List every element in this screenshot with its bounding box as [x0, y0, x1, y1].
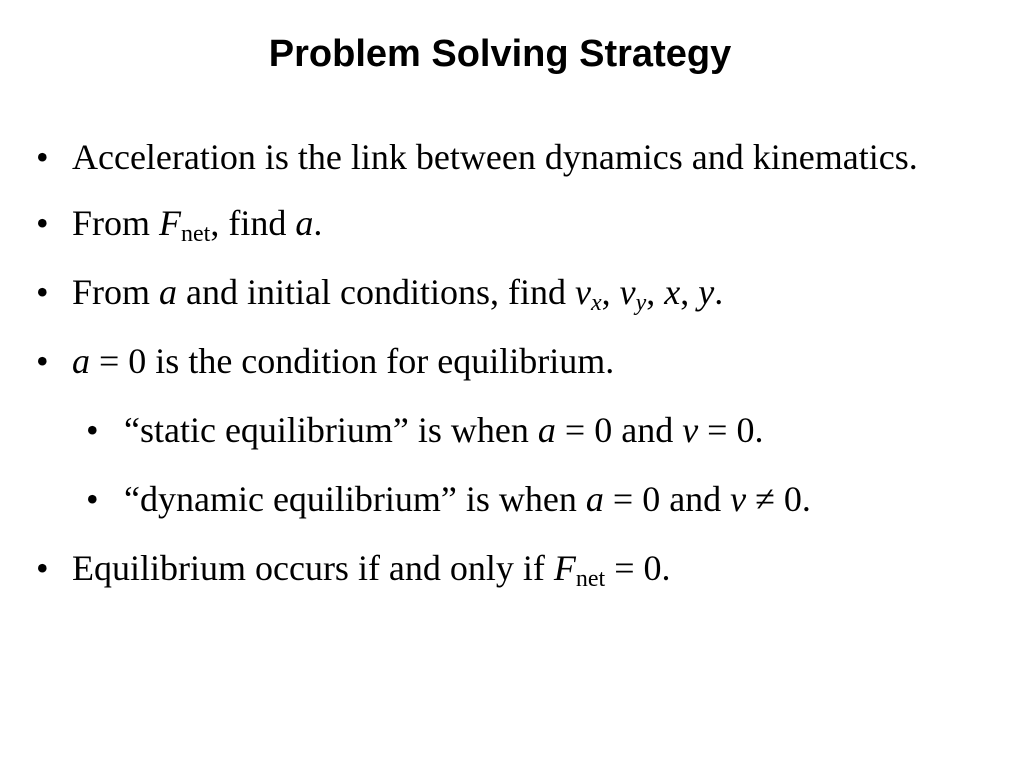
bullet-text: From: [72, 272, 160, 312]
separator: ,: [680, 272, 699, 312]
bullet-text: Equilibrium occurs if and only if: [72, 548, 554, 588]
bullet-marker: •: [36, 137, 49, 177]
variable-y: y: [698, 272, 715, 312]
variable-a: a: [72, 341, 90, 381]
bullet-text: Acceleration is the link between dynamics and kinematics.: [72, 137, 918, 177]
bullet-marker: •: [36, 272, 49, 312]
variable-v: v: [682, 410, 699, 450]
separator: ,: [646, 272, 665, 312]
bullet-text: “dynamic equilibrium” is when: [124, 479, 586, 519]
bullet-text: “static equilibrium” is when: [124, 410, 538, 450]
bullet-text: = 0 and: [603, 479, 731, 519]
bullet-equilibrium-iff: [36, 541, 996, 595]
sub-bullet-static-equilibrium: [86, 403, 996, 457]
variable-F: F: [553, 548, 576, 588]
subscript-net: net: [181, 221, 211, 247]
variable-v: v: [619, 272, 636, 312]
variable-a: a: [295, 203, 314, 243]
sub-bullet-dynamic-equilibrium: [86, 472, 996, 526]
bullet-acceleration-link: [36, 130, 996, 184]
bullet-text: = 0.: [605, 548, 671, 588]
bullet-text: = 0 is the condition for equilibrium.: [90, 341, 615, 381]
bullet-marker: •: [36, 203, 49, 243]
bullet-text: = 0.: [698, 410, 764, 450]
subscript-y: y: [635, 290, 647, 316]
bullet-text: = 0 and: [555, 410, 683, 450]
slide-body: [36, 130, 996, 610]
variable-x: x: [664, 272, 681, 312]
variable-v: v: [574, 272, 591, 312]
bullet-text: ≠ 0.: [746, 479, 811, 519]
variable-a: a: [585, 479, 604, 519]
bullet-from-fnet: [36, 196, 996, 250]
bullet-text: .: [313, 203, 323, 243]
bullet-equilibrium-condition: [36, 334, 996, 388]
separator: ,: [601, 272, 620, 312]
bullet-text: and initial conditions, find: [177, 272, 575, 312]
bullet-text: , find: [210, 203, 296, 243]
subscript-x: x: [590, 290, 602, 316]
bullet-text: .: [714, 272, 724, 312]
variable-v: v: [730, 479, 747, 519]
bullet-marker: •: [86, 479, 99, 519]
bullet-text: From: [72, 203, 160, 243]
subscript-net: net: [575, 566, 606, 592]
bullet-from-a: [36, 265, 996, 319]
variable-a: a: [159, 272, 178, 312]
variable-a: a: [537, 410, 556, 450]
variable-F: F: [159, 203, 182, 243]
bullet-marker: •: [36, 341, 49, 381]
slide-title: Problem Solving Strategy: [268, 33, 732, 75]
bullet-marker: •: [36, 548, 49, 588]
bullet-marker: •: [86, 410, 99, 450]
